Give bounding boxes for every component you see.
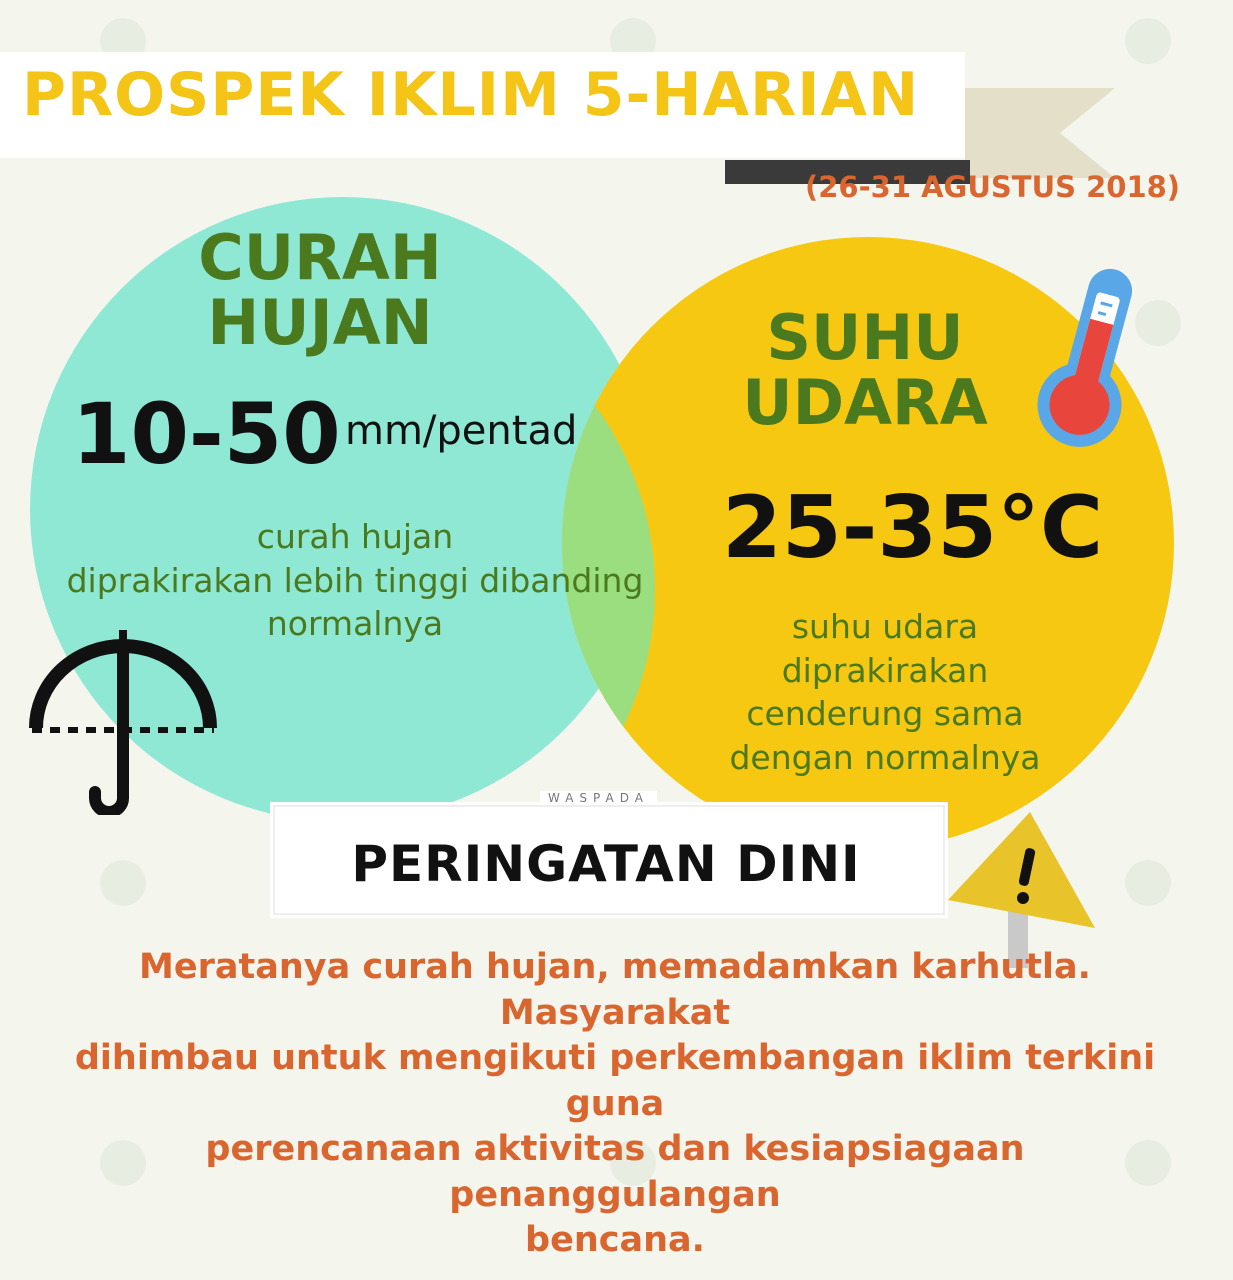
temperature-description	[700, 605, 1070, 779]
temperature-desc-line: dengan normalnya	[729, 737, 1041, 777]
temperature-heading-line: UDARA	[742, 366, 988, 440]
message-line: dihimbau untuk mengikuti perkembangan iklim terkini guna	[74, 1038, 1156, 1124]
temperature-desc-line: cenderung sama	[746, 694, 1024, 734]
rainfall-desc-line: diprakirakan lebih tinggi dibanding	[66, 560, 644, 600]
message-line: Meratanya curah hujan, memadamkan karhutla. Masyarakat	[139, 947, 1091, 1033]
rainfall-heading-line: CURAH	[198, 221, 442, 294]
rainfall-unit: mm/pentad	[345, 408, 578, 454]
rainfall-heading	[170, 221, 470, 360]
temperature-value: 25-35°C	[722, 478, 1104, 578]
leaf-pattern-icon	[1125, 860, 1171, 906]
page-title: PROSPEK IKLIM 5-HARIAN	[22, 60, 920, 130]
early-warning-title: PERINGATAN DINI	[351, 835, 861, 893]
temperature-desc-line: diprakirakan	[781, 650, 989, 690]
temperature-desc-line: suhu udara	[791, 607, 979, 646]
period-label: (26-31 AGUSTUS 2018)	[805, 170, 1181, 204]
temperature-heading-line: SUHU	[766, 301, 964, 374]
rainfall-desc-line: curah hujan	[256, 517, 454, 556]
message-line: perencanaan aktivitas dan kesiapsiagaan penanggulangan	[205, 1129, 1025, 1215]
temperature-heading	[720, 301, 1010, 440]
rainfall-desc-line: normalnya	[266, 604, 444, 644]
umbrella-icon	[28, 630, 218, 815]
waspada-label: WASPADA	[540, 791, 657, 805]
thermometer-icon	[1028, 262, 1153, 454]
rainfall-heading-line: HUJAN	[207, 286, 433, 360]
warning-message	[40, 945, 1190, 1264]
leaf-pattern-icon	[1125, 18, 1171, 64]
rainfall-value: 10-50	[72, 385, 341, 483]
message-line: bencana.	[525, 1220, 705, 1260]
leaf-pattern-icon	[100, 860, 146, 906]
rainfall-description	[30, 515, 680, 646]
